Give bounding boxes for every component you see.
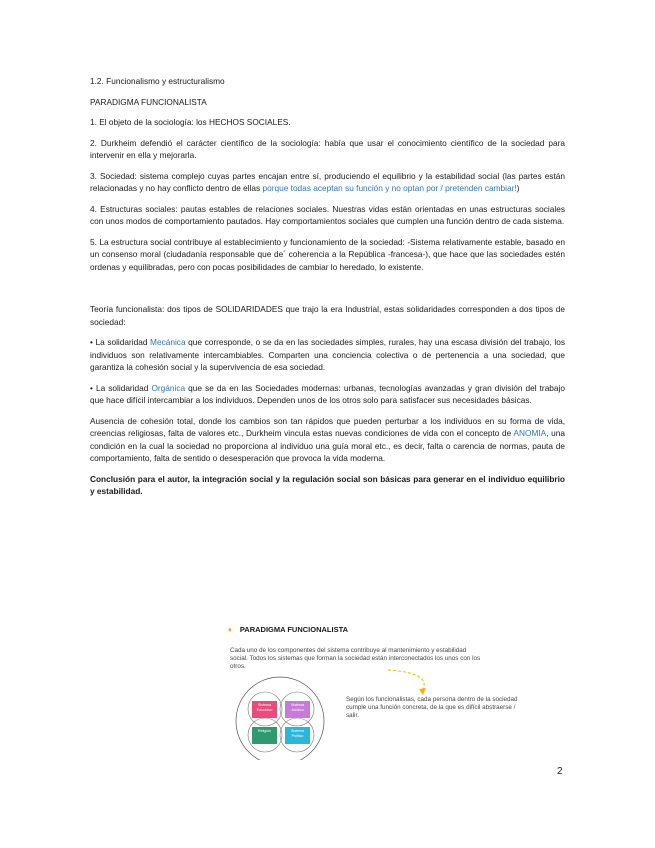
- item-1: 1. El objeto de la sociología: los HECHOS SOCIALES.: [90, 117, 291, 127]
- dashed-arrow: [388, 670, 424, 691]
- main-text: [90, 75, 565, 506]
- mechanical-solidarity: • La solidaridad Mecánica que corresponde, o se da en las sociedades simples, rurales, hay una escasa división del trabajo, los individuos son relativamente intercambiables. Comparten una conciencia colectiva o de pertenencia a una sociedad, que garantiza la cohesión social y la supervivencia de esa sociedad.: [90, 337, 565, 372]
- item-4: 4. Estructuras sociales: pautas estables de relaciones sociales. Nuestras vidas están orientadas en unas estructuras sociales con unos modos de comportamiento pautados. Hay comportamientos sociales que cumplen una función dentro de cada sistema.: [90, 203, 565, 226]
- section-heading: 1.2. Funcionalismo y estructuralismo: [90, 76, 225, 86]
- page-number: 2: [557, 766, 563, 777]
- item-2: 2. Durkheim defendió el carácter científico de la sociología: había que usar el conocimiento científico de la sociedad para intervenir en ella y mejorarla.: [90, 137, 565, 160]
- diagram-title: ♦ PARADIGMA FUNCIONALISTA: [228, 625, 349, 634]
- box-educativo: Sistema Educativo: [252, 701, 277, 718]
- diagram-note: Según los funcionalistas, cada persona dentro de la sociedad cumple una función concreta, de la que es difícil abstraerse / salir.: [346, 696, 518, 719]
- organic-solidarity: • La solidaridad Orgánica que se da en las Sociedades modernas: urbanas, tecnologías avanzadas y gran división del trabajo que hace difícil intercambiar a los individuos. Dependen unos de los otros solo para satisfacer sus necesidades básicas.: [90, 382, 565, 405]
- theory-paragraph: Teoría funcionalista: dos tipos de SOLIDARIDADES que trajo la era Industrial, estas solidaridades corresponden a dos tipos de sociedad:: [90, 304, 565, 327]
- diagram-intro-text: Cada uno de los componentes del sistema contribuye al mantenimiento y estabilidad social. Todos los sistemas que forman la sociedad están interconectados los unos con los otros.: [230, 647, 481, 670]
- item-5: 5. La estructura social contribuye al establecimiento y funcionamiento de la sociedad: -Sistema relativamente estable, basado en un consenso moral (ciudadanía responsable que de´ coherencia a la República -francesa-), que hace que las sociedades estén ordenas y equilibradas, pero con pocas posibilidades de cambiar lo heredado, lo existente.: [90, 236, 565, 272]
- item-3-highlight: porque todas aceptan su función y no optan por / pretenden cambiar!: [262, 183, 517, 193]
- box-religion: Religión: [252, 727, 277, 744]
- organic-term: Orgánica: [151, 382, 186, 393]
- bullet-icon: ♦: [228, 625, 232, 634]
- mechanical-term: Mecánica: [150, 337, 186, 347]
- box-politico: Sistema Político: [285, 727, 310, 744]
- functionalist-diagram: [228, 625, 528, 760]
- anomia-paragraph: Ausencia de cohesión total, donde los cambios son tan rápidos que pueden perturbar a los individuos en su forma de vida, creencias religiosas, falta de valores etc., Durkheim vincula estas nuevas condiciones de vida con el concepto de ANOMIA, una condición en la cual la sociedad no proporciona al individuo una guía moral etc., es decir, falta o carencia de normas, pauta de comportamiento, falta de sentido o desesperación que provoca la vida moderna.: [90, 415, 565, 463]
- conclusion-paragraph: Conclusión para el autor, la integración social y la regulación social son básicas para generar en el individuo equilibrio y estabilidad.: [90, 473, 565, 496]
- item-3: 3. Sociedad: sistema complejo cuyas partes encajan entre sí, produciendo el equilibrio y la estabilidad social (las partes están relacionadas y no hay conflicto dentro de ellas porque todas aceptan su función y no optan por / pretenden cambiar!): [90, 170, 565, 193]
- arrow-head-icon: [419, 688, 426, 695]
- anomia-term: ANOMIA: [513, 428, 547, 438]
- box-juridico: Sistema Jurídico: [285, 701, 310, 718]
- paradigm-label: PARADIGMA FUNCIONALISTA: [90, 96, 207, 107]
